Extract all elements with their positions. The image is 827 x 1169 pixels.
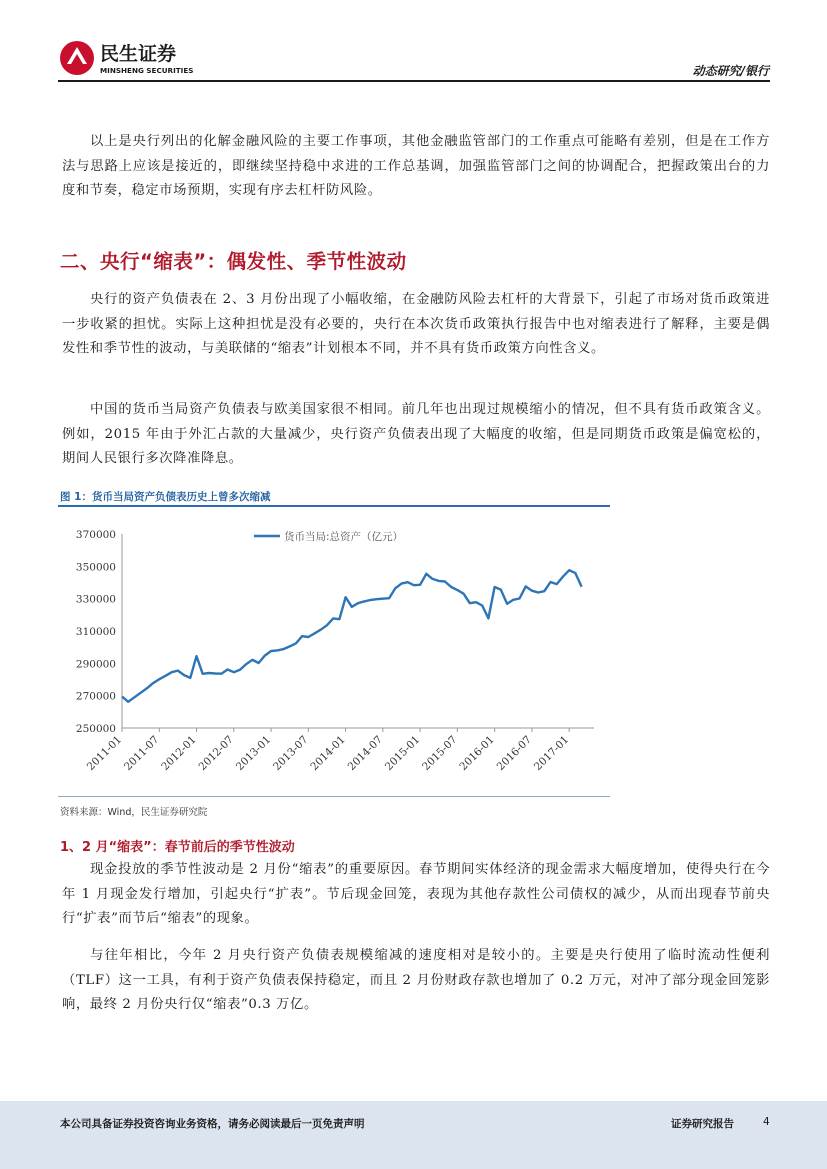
paragraph-1: 以上是央行列出的化解金融风险的主要工作事项，其他金融监管部门的工作重点可能略有差别，但是在工作方法与思路上应该是接近的，即继续坚持稳中求进的工作总基调，加强监管部门之间的协调配合，把握政策出台的力度和节奏，稳定市场预期，实现有序去杠杆防风险。	[62, 134, 770, 198]
y-tick-label: 310000	[75, 626, 116, 638]
figure-source-note: 资料来源：Wind，民生证券研究院	[60, 807, 208, 818]
x-tick-label: 2015-01	[382, 733, 423, 773]
series-line	[122, 570, 582, 702]
y-tick-label: 270000	[75, 690, 116, 703]
footer-disclaimer: 本公司具备证券投资咨询业务资格，请务必阅读最后一页免责声明	[60, 1118, 365, 1130]
x-tick-label: 2013-07	[271, 733, 311, 773]
x-tick-label: 2016-07	[494, 733, 535, 773]
legend-label: 货币当局:总资产（亿元）	[284, 531, 404, 543]
paragraph-5: 与往年相比，今年 2 月央行资产负债表规模缩减的速度相对是较小的。主要是央行使用了临时流动性便利（TLF）这一工具，有利于资产负债表保持稳定，而且 2 月份财政存款也增加了 0.2 万元，对冲了部分现金回笼影响，最终 2 月份央行仅“缩表”0.3 万亿。	[62, 948, 770, 1012]
x-tick-label: 2016-01	[457, 733, 497, 773]
report-category-tag: 动态研究/银行	[692, 64, 769, 78]
subsection-1-title: 1、2 月“缩表”：春节前后的季节性波动	[60, 840, 295, 855]
x-tick-label: 2011-07	[122, 733, 162, 773]
x-tick-label: 2014-01	[308, 733, 348, 773]
section-2-title: 二、央行“缩表”：偶发性、季节性波动	[60, 250, 407, 273]
x-tick-label: 2015-07	[420, 733, 460, 773]
x-tick-label: 2017-01	[531, 733, 572, 773]
x-tick-label: 2012-07	[196, 733, 236, 773]
y-tick-label: 350000	[75, 561, 116, 574]
paragraph-2: 央行的资产负债表在 2、3 月份出现了小幅收缩，在金融防风险去杠杆的大背景下，引起了市场对货币政策进一步收紧的担忧。实际上这种担忧是没有必要的，央行在本次货币政策执行报告中也对缩表进行了解释，主要是偶发性和季节性的波动，与美联储的“缩表”计划根本不同，并不具有货币政策方向性含义。	[62, 292, 770, 356]
footer-report-label: 证券研究报告	[671, 1118, 734, 1130]
x-tick-label: 2014-07	[345, 733, 385, 773]
brand-name-en: MINSHENG SECURITIES	[100, 66, 194, 75]
x-tick-label: 2012-01	[159, 733, 199, 773]
minsheng-logo	[58, 38, 208, 78]
central-bank-assets-line-chart	[58, 512, 613, 796]
header-divider	[58, 80, 770, 82]
page-footer-band	[0, 1101, 827, 1169]
figure-1-title: 图 1：货币当局资产负债表历史上曾多次缩减	[60, 491, 271, 503]
page-number: 4	[763, 1116, 770, 1128]
y-tick-label: 330000	[75, 593, 116, 606]
paragraph-3: 中国的货币当局资产负债表与欧美国家很不相同。前几年也出现过规模缩小的情况，但不具有货币政策含义。例如，2015 年由于外汇占款的大量减少，央行资产负债表出现了大幅度的收缩，但是同期货币政策是偏宽松的，期间人民银行多次降准降息。	[62, 402, 770, 466]
y-tick-label: 370000	[75, 529, 116, 541]
figure-bottom-rule	[58, 796, 610, 797]
y-tick-label: 250000	[75, 723, 116, 735]
paragraph-4: 现金投放的季节性波动是 2 月份“缩表”的重要原因。春节期间实体经济的现金需求大幅度增加，使得央行在今年 1 月现金发行增加，引起央行“扩表”。节后现金回笼，表现为其他存款性公司债权的减少，从而出现春节前央行“扩表”而节后“缩表”的现象。	[62, 862, 770, 926]
x-tick-label: 2013-01	[233, 733, 274, 773]
brand-name-cn: 民生证券	[100, 43, 177, 65]
figure-top-rule	[58, 505, 610, 507]
y-tick-label: 290000	[75, 658, 116, 671]
x-tick-label: 2011-01	[84, 733, 125, 773]
